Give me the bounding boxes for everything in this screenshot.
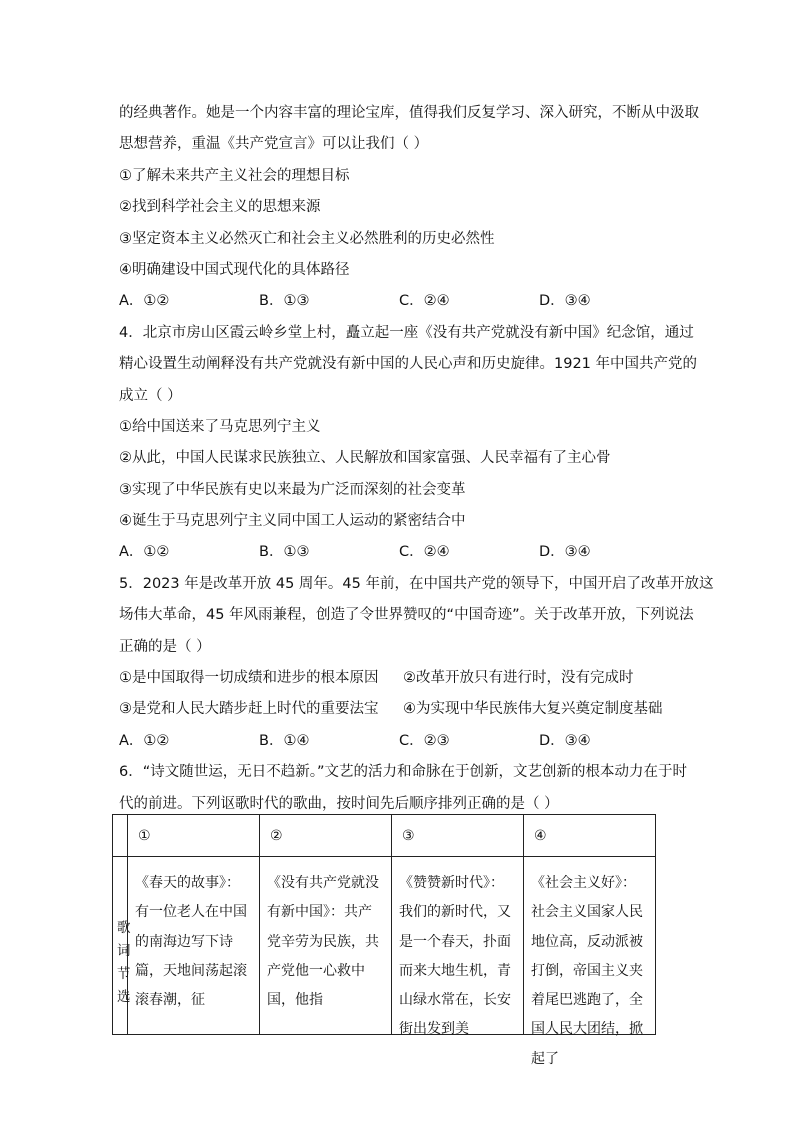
lyric-cell bbox=[392, 857, 524, 1038]
answer-options bbox=[119, 726, 679, 757]
table-row bbox=[113, 857, 656, 1035]
lyric-text: 《社会主义好》：社会主义国家人民地位高，反动派被打倒，帝国主义夹着尾巴逃跑了，全国人民大团结，掀起了 bbox=[531, 875, 643, 1067]
question-6-text-line: 6．“诗文随世运，无日不趋新。”文艺的活力和命脉在于创新，文艺创新的根本动力在于时 bbox=[119, 764, 687, 781]
table-corner-cell bbox=[113, 815, 128, 857]
statement-item: ④诞生于马克思列宁主义同中国工人运动的紧密结合中 bbox=[119, 513, 466, 530]
question-5-text-line: 正确的是（ ） bbox=[119, 638, 211, 655]
table-header-row bbox=[113, 815, 656, 857]
songs-table bbox=[112, 814, 656, 1067]
statement-item: ③坚定资本主义必然灭亡和社会主义必然胜利的历史必然性 bbox=[119, 230, 495, 247]
option-b: B．①③ bbox=[259, 293, 310, 310]
lyric-text: 《春天的故事》：有一位老人在中国的南海边写下诗篇，天地间荡起滚滚春潮，征 bbox=[135, 875, 247, 1009]
option-b: B．①③ bbox=[259, 544, 310, 561]
exam-content bbox=[119, 98, 714, 820]
question-5-text-line: 5．2023 年是改革开放 45 周年。45 年前，在中国共产党的领导下，中国开启了改革开放这 bbox=[119, 575, 714, 592]
lyric-cell bbox=[260, 857, 392, 1035]
question-text-line: 思想营养，重温《共产党宣言》可以让我们（ ） bbox=[119, 136, 429, 153]
statement-item: ③实现了中华民族有史以来最为广泛而深刻的社会变革 bbox=[119, 481, 466, 498]
question-4-text-line: 精心设置生动阐释没有共产党就没有新中国的人民心声和历史旋律。1921 年中国共产党的 bbox=[119, 356, 698, 373]
statement-item: ②改革开放只有进行时，没有完成时 bbox=[403, 670, 634, 687]
option-d: D．③④ bbox=[539, 732, 591, 749]
statement-row bbox=[119, 694, 679, 725]
statement-item: ③是党和人民大踏步赶上时代的重要法宝 bbox=[119, 701, 379, 718]
column-header: ④ bbox=[524, 815, 656, 857]
lyric-text: 《没有共产党就没有新中国》：共产党辛劳为民族，共产党他一心救中国，他指 bbox=[267, 875, 379, 1009]
lyric-text: 《赞赞新时代》：我们的新时代，又是一个春天，扑面而来大地生机，青山绿水常在，长安街出发到美 bbox=[399, 875, 511, 1038]
column-header: ① bbox=[128, 815, 260, 857]
statement-item: ④明确建设中国式现代化的具体路径 bbox=[119, 261, 350, 278]
option-c: C．②④ bbox=[399, 544, 450, 561]
option-a: A．①② bbox=[119, 544, 170, 561]
option-b: B．①④ bbox=[259, 732, 310, 749]
question-text-line: 的经典著作。她是一个内容丰富的理论宝库，值得我们反复学习、深入研究，不断从中汲取 bbox=[119, 105, 699, 121]
row-label: 歌词节选 bbox=[117, 920, 131, 1005]
option-c: C．②④ bbox=[399, 293, 450, 310]
option-a: A．①② bbox=[119, 732, 170, 749]
question-5-text-line: 场伟大革命，45 年风雨兼程，创造了令世界赞叹的“中国奇迹”。关于改革开放，下列说法 bbox=[119, 607, 694, 624]
option-d: D．③④ bbox=[539, 293, 591, 310]
row-label-cell bbox=[113, 857, 131, 1035]
statement-item: ①给中国送来了马克思列宁主义 bbox=[119, 418, 321, 435]
question-6-text-line: 代的前进。下列讴歌时代的歌曲，按时间先后顺序排列正确的是（ ） bbox=[119, 795, 559, 812]
statement-item: ②找到科学社会主义的思想来源 bbox=[119, 199, 321, 216]
statement-row bbox=[119, 663, 679, 694]
option-a: A．①② bbox=[119, 293, 170, 310]
statement-item: ①是中国取得一切成绩和进步的根本原因 bbox=[119, 670, 379, 687]
statement-item: ②从此，中国人民谋求民族独立、人民解放和国家富强、人民幸福有了主心骨 bbox=[119, 450, 611, 467]
lyric-cell bbox=[128, 857, 260, 1035]
statement-item: ①了解未来共产主义社会的理想目标 bbox=[119, 167, 350, 184]
answer-options bbox=[119, 537, 679, 568]
question-4-text-line: 4．北京市房山区霞云岭乡堂上村，矗立起一座《没有共产党就没有新中国》纪念馆，通过 bbox=[119, 324, 694, 341]
option-c: C．②③ bbox=[399, 732, 450, 749]
column-header: ③ bbox=[392, 815, 524, 857]
column-header: ② bbox=[260, 815, 392, 857]
statement-item: ④为实现中华民族伟大复兴奠定制度基础 bbox=[403, 701, 663, 718]
answer-options bbox=[119, 286, 679, 317]
option-d: D．③④ bbox=[539, 544, 591, 561]
question-4-text-line: 成立（ ） bbox=[119, 387, 182, 404]
lyric-cell bbox=[524, 857, 656, 1067]
